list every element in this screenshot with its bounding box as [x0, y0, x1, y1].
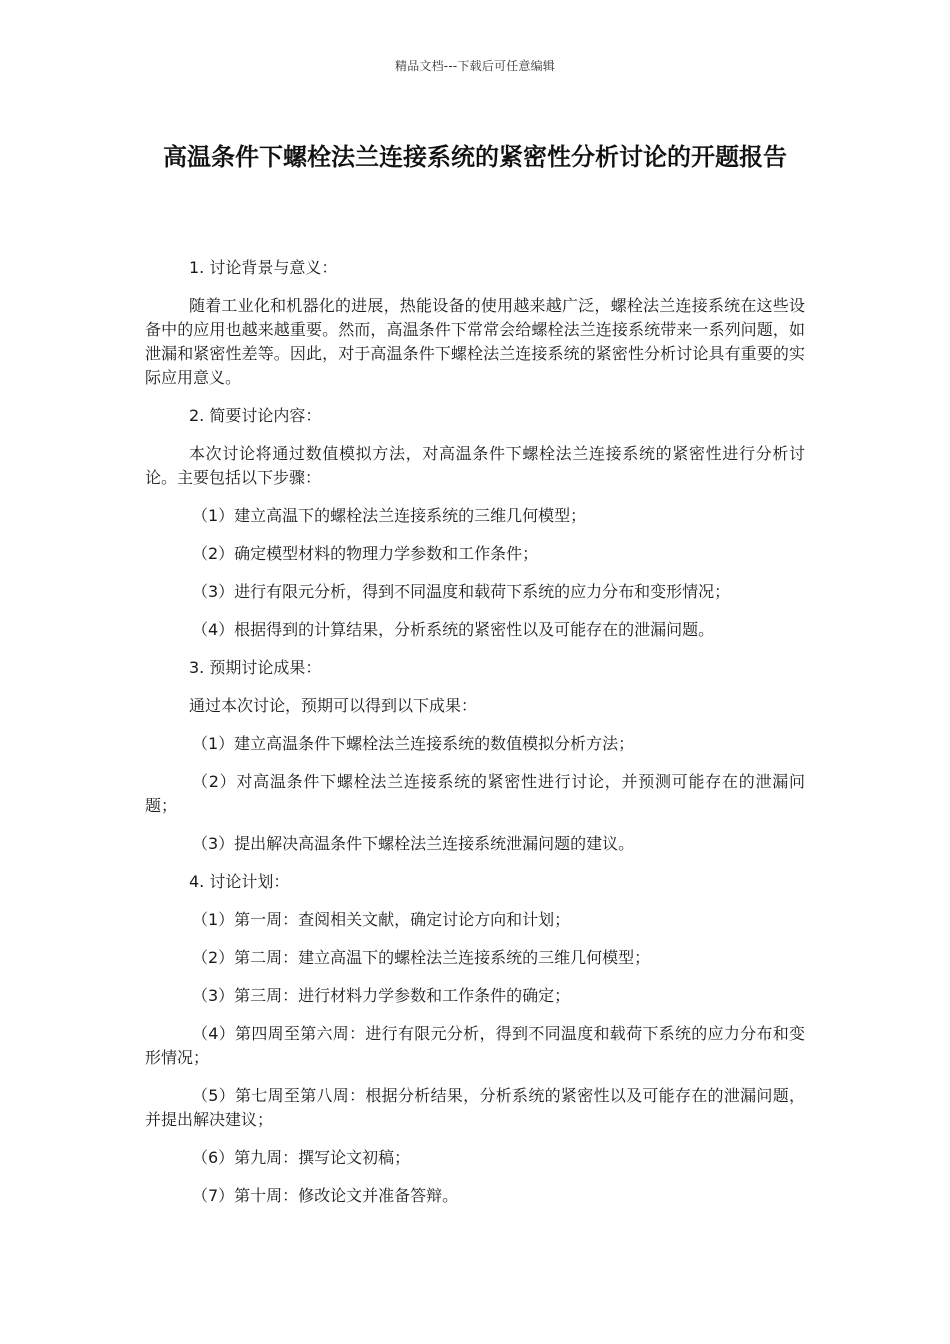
header-note: 精品文档---下载后可任意编辑: [395, 59, 555, 73]
list-item: （3）进行有限元分析，得到不同温度和载荷下系统的应力分布和变形情况；: [192, 582, 731, 601]
list-item: （1）建立高温下的螺栓法兰连接系统的三维几何模型；: [192, 506, 587, 525]
list-item: （7）第十周：修改论文并准备答辩。: [192, 1186, 459, 1205]
section-heading-background: 1. 讨论背景与意义：: [189, 258, 338, 277]
document-body: [145, 256, 805, 1222]
section-heading-results: 3. 预期讨论成果：: [189, 658, 322, 677]
list-item: （3）提出解决高温条件下螺栓法兰连接系统泄漏问题的建议。: [192, 834, 635, 853]
list-item: （5）第七周至第八周：根据分析结果，分析系统的紧密性以及可能存在的泄漏问题，并提出解决建议；: [145, 1086, 805, 1129]
list-item: （6）第九周：撰写论文初稿；: [192, 1148, 411, 1167]
list-item: （4）根据得到的计算结果，分析系统的紧密性以及可能存在的泄漏问题。: [192, 620, 715, 639]
list-item: （2）对高温条件下螺栓法兰连接系统的紧密性进行讨论，并预测可能存在的泄漏问题；: [145, 772, 805, 815]
list-item: （4）第四周至第六周：进行有限元分析，得到不同温度和载荷下系统的应力分布和变形情况；: [145, 1024, 805, 1067]
paragraph-content: 本次讨论将通过数值模拟方法，对高温条件下螺栓法兰连接系统的紧密性进行分析讨论。主要包括以下步骤：: [145, 444, 805, 487]
list-item: （1）第一周：查阅相关文献，确定讨论方向和计划；: [192, 910, 571, 929]
section-heading-plan: 4. 讨论计划：: [189, 872, 290, 891]
list-item: （3）第三周：进行材料力学参数和工作条件的确定；: [192, 986, 571, 1005]
paragraph-background: 随着工业化和机器化的进展，热能设备的使用越来越广泛，螺栓法兰连接系统在这些设备中的应用也越来越重要。然而，高温条件下常常会给螺栓法兰连接系统带来一系列问题，如泄漏和紧密性差等。因此，对于高温条件下螺栓法兰连接系统的紧密性分析讨论具有重要的实际应用意义。: [145, 296, 805, 387]
page-title: 高温条件下螺栓法兰连接系统的紧密性分析讨论的开题报告: [163, 143, 787, 171]
paragraph-results: 通过本次讨论，预期可以得到以下成果：: [189, 696, 478, 715]
list-item: （2）确定模型材料的物理力学参数和工作条件；: [192, 544, 539, 563]
section-heading-content: 2. 简要讨论内容：: [189, 406, 322, 425]
list-item: （2）第二周：建立高温下的螺栓法兰连接系统的三维几何模型；: [192, 948, 651, 967]
list-item: （1）建立高温条件下螺栓法兰连接系统的数值模拟分析方法；: [192, 734, 635, 753]
